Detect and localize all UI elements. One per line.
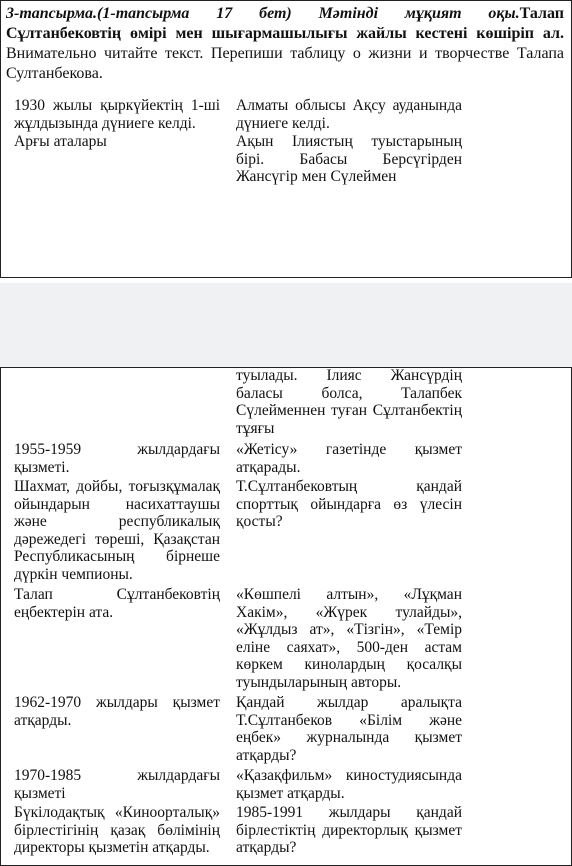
table2-cell-left: 1970-1985 жылдардағы қызметі [14, 767, 220, 802]
instruction-ru: Внимательно читайте текст. Перепиши таблицу о жизни и творчестве Талапа Султанбекова. [6, 45, 564, 82]
table1-cell-right: Ақын Ілиястың туыстарының бірі. Бабасы Берсүгірден Жансүгір мен Сүлеймен [236, 133, 462, 185]
table2-cell-right: «Жетісу» газетінде қызмет атқарады. [236, 441, 462, 476]
table2-cell-left: Шахмат, дойбы, тоғызқұмалақ ойындарын насихаттаушы және республикалық дәрежедегі төреші, Қазақстан Республикасының бірнеше дүркін чемпионы. [14, 478, 220, 583]
table1-cell-right: Алматы облысы Ақсу ауданында дүниеге келді. [236, 97, 462, 132]
table2-cell-right: Т.Сұлтанбековтың қандай спорттық ойындарға өз үлесін қосты? [236, 478, 462, 530]
page-bottom [0, 367, 572, 866]
table2-cell-left: 1955-1959 жылдардағы қызметі. [14, 441, 220, 476]
table2-cell-left: Бүкілодақтық «Киноорталық» бірлестігінің қазақ бөлімінің директоры қызметін атқарды. [14, 804, 220, 856]
table1-cell-left: Арғы аталары [14, 133, 107, 150]
page-top [0, 0, 572, 283]
table2-cell-right: туылады. Ілияс Жансүрдің баласы болса, Талапбек Сүлейменнен туған Сұлтанбектің тұяғы [236, 367, 462, 437]
table2-cell-right: «Көшпелі алтын», «Лұқман Хакім», «Жүрек тулайды», «Жұлдыз ат», «Тізгін», «Темір еліне саяхат», 500-ден астам көркем кинолардың қосалқы туындыларының авторы. [236, 586, 462, 691]
page-gap [0, 283, 572, 367]
table2-cell-left: Талап Сұлтанбековтің еңбектерін ата. [14, 586, 220, 621]
table2-cell-right: «Қазақфильм» киностудиясында қызмет атқарды. [236, 767, 462, 802]
table1-cell-left: 1930 жылы қыркүйектің 1-ші жұлдызында дүниеге келді. [14, 97, 220, 132]
task-header [6, 4, 564, 84]
task-title: 3-тапсырма.(1-тапсырма 17 бет) Мәтінді мұқият оқы. [6, 5, 520, 22]
table2-cell-right: Қандай жылдар аралықта Т.Сұлтанбеков «Білім және еңбек» журналында қызмет атқарды? [236, 694, 462, 764]
table2-cell-left: 1962-1970 жылдары қызмет атқарды. [14, 694, 220, 729]
table2-cell-right: 1985-1991 жылдары қандай бірлестіктің директорлық қызмет атқарды? [236, 804, 462, 856]
instruction-kz: Талап Сұлтанбековтің өмірі мен шығармашылығы жайлы кестені көшіріп ал. [6, 5, 564, 42]
